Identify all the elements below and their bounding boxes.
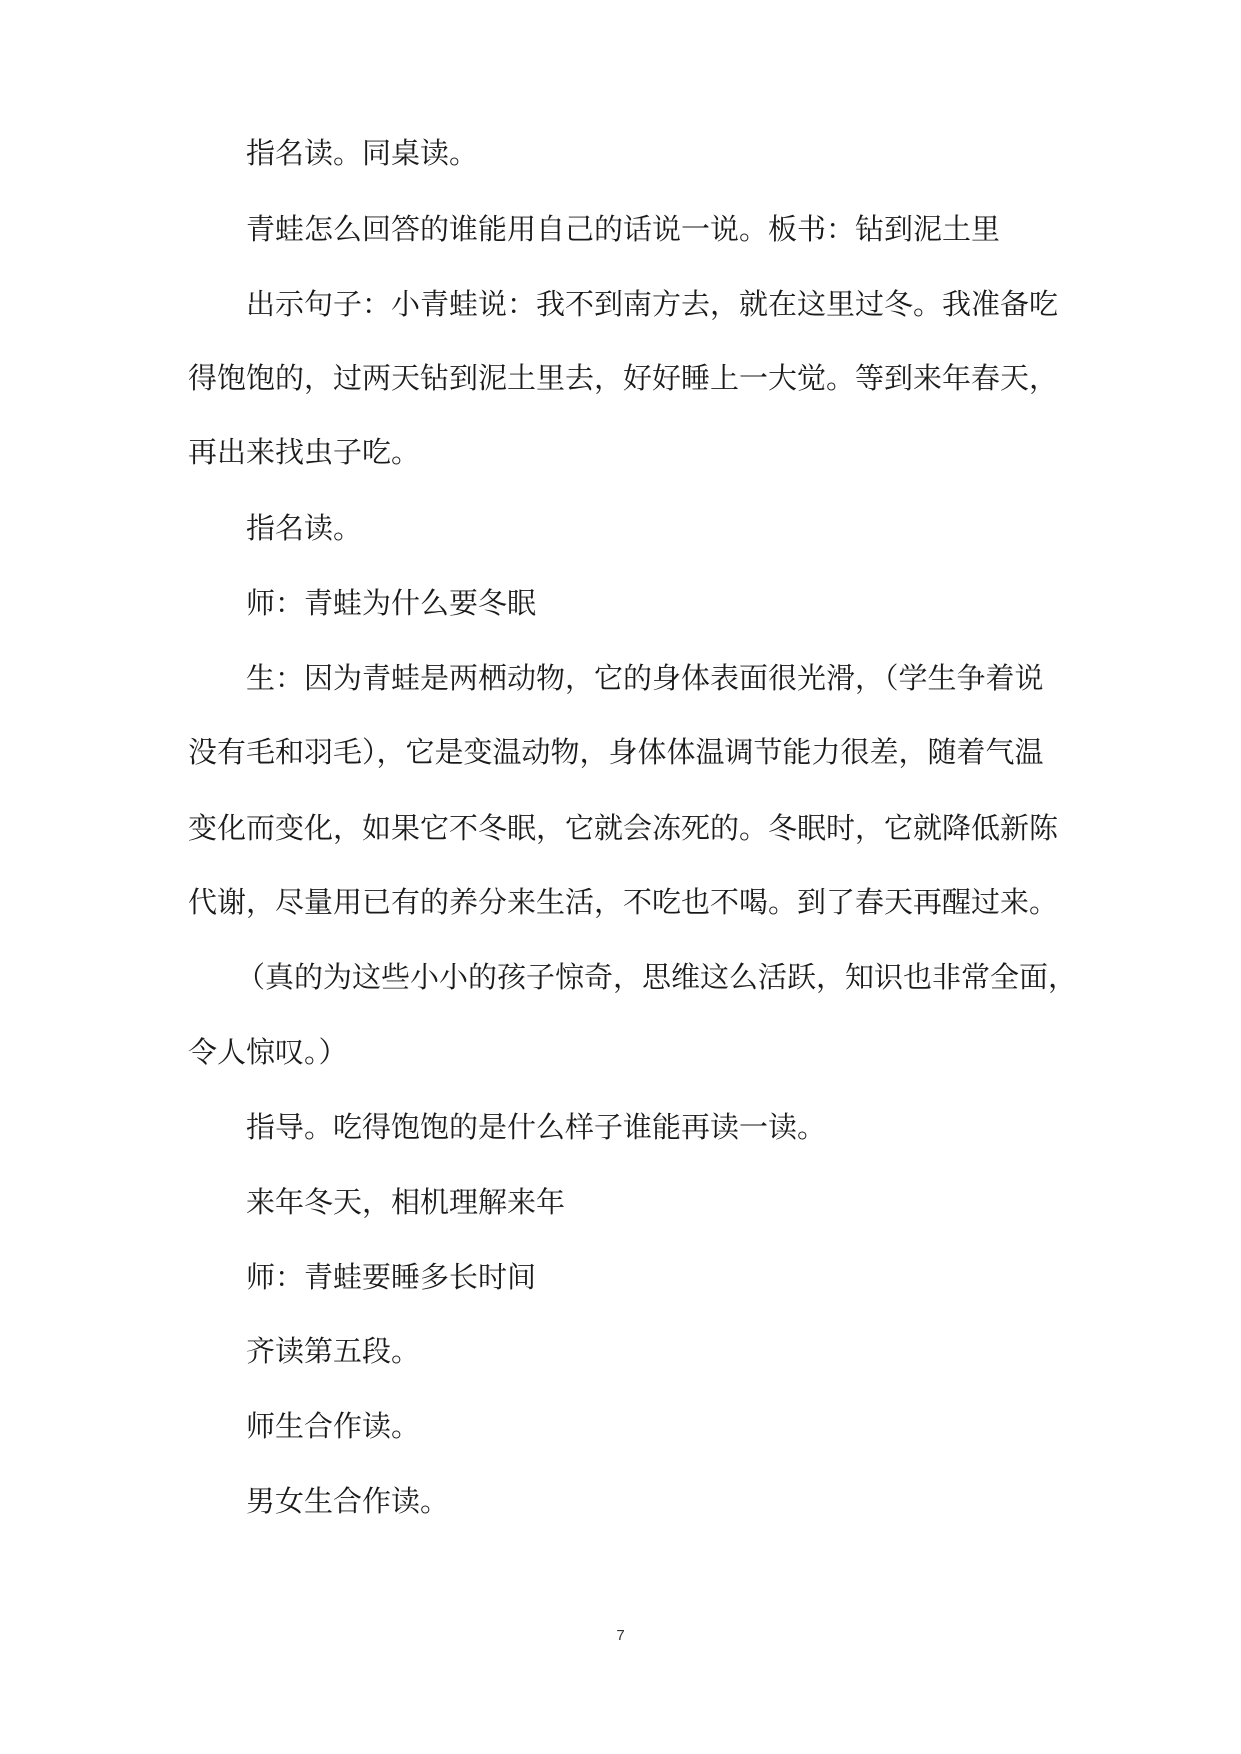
line-text: 没有毛和羽毛），它是变温动物，身体体温调节能力很差，随着气温 [188, 735, 1044, 769]
line-text: 出示句子：小青蛙说：我不到南方去，就在这里过冬。我准备吃 [246, 287, 1059, 321]
line-text: （真的为这些小小的孩子惊奇，思维这么活跃，知识也非常全面， [236, 960, 1078, 994]
line-text: 指名读。同桌读。 [246, 136, 479, 170]
line-text: 男女生合作读。 [246, 1484, 450, 1518]
line-text: 青蛙怎么回答的谁能用自己的话说一说。板书：钻到泥土里 [246, 212, 1001, 246]
line-text: 师：青蛙为什么要冬眠 [246, 586, 537, 620]
page-number: 7 [616, 1627, 625, 1644]
line-text: 来年冬天，相机理解来年 [246, 1185, 566, 1219]
line-text: 生：因为青蛙是两栖动物，它的身体表面很光滑，（学生争着说 [246, 661, 1044, 695]
line-text: 代谢，尽量用已有的养分来生活，不吃也不喝。到了春天再醒过来。 [188, 885, 1059, 919]
line-text: 令人惊叹。） [188, 1035, 348, 1069]
line-text: 指导。吃得饱饱的是什么样子谁能再读一读。 [246, 1110, 827, 1144]
line-text: 齐读第五段。 [246, 1334, 421, 1368]
line-text: 得饱饱的，过两天钻到泥土里去，好好睡上一大觉。等到来年春天， [188, 361, 1059, 395]
line-text: 再出来找虫子吃。 [188, 435, 421, 469]
line-text: 变化而变化，如果它不冬眠，它就会冻死的。冬眠时，它就降低新陈 [188, 811, 1059, 845]
line-text: 指名读。 [246, 511, 363, 545]
line-text: 师：青蛙要睡多长时间 [246, 1260, 537, 1294]
line-text: 师生合作读。 [246, 1409, 421, 1443]
